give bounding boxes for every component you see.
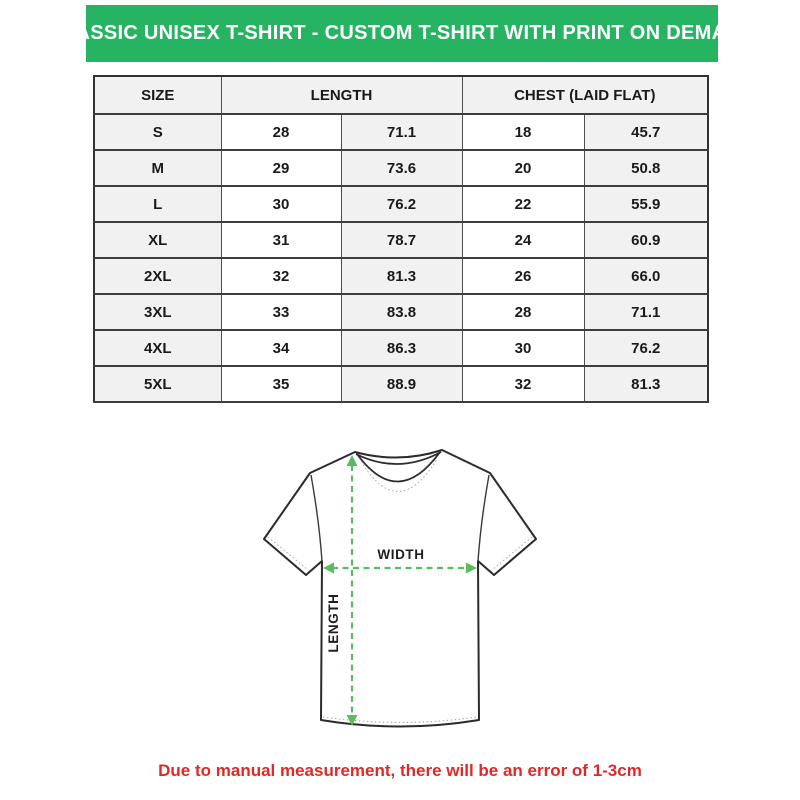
length-in-cell: 28: [221, 114, 341, 150]
table-row: [94, 294, 708, 330]
chest-cm-cell: 71.1: [584, 294, 708, 330]
length-cm-cell: 86.3: [341, 330, 462, 366]
length-in-cell: 32: [221, 258, 341, 294]
title-banner: [48, 5, 756, 62]
length-cm-cell: 71.1: [341, 114, 462, 150]
table-row: [94, 114, 708, 150]
length-in-cell: 35: [221, 366, 341, 402]
length-cm-cell: 81.3: [341, 258, 462, 294]
chest-in-cell: 20: [462, 150, 584, 186]
size-cell: 3XL: [94, 294, 221, 330]
chest-in-cell: 28: [462, 294, 584, 330]
length-in-cell: 33: [221, 294, 341, 330]
length-in-cell: 31: [221, 222, 341, 258]
length-label: LENGTH: [326, 593, 341, 653]
chest-in-cell: 22: [462, 186, 584, 222]
table-row: [94, 366, 708, 402]
length-in-cell: 30: [221, 186, 341, 222]
length-in-cell: 34: [221, 330, 341, 366]
size-cell: S: [94, 114, 221, 150]
length-cm-cell: 88.9: [341, 366, 462, 402]
size-cell: 5XL: [94, 366, 221, 402]
size-cell: 4XL: [94, 330, 221, 366]
table-row: [94, 186, 708, 222]
column-header-length: LENGTH: [221, 76, 462, 114]
chest-in-cell: 32: [462, 366, 584, 402]
table-row: [94, 330, 708, 366]
tshirt-measurement-diagram: [245, 428, 555, 748]
tshirt-outline: [264, 450, 536, 727]
chest-in-cell: 18: [462, 114, 584, 150]
length-cm-cell: 76.2: [341, 186, 462, 222]
chest-cm-cell: 66.0: [584, 258, 708, 294]
size-cell: XL: [94, 222, 221, 258]
width-label: WIDTH: [377, 547, 425, 562]
size-chart: [93, 75, 709, 403]
size-cell: M: [94, 150, 221, 186]
size-cell: L: [94, 186, 221, 222]
chest-in-cell: 30: [462, 330, 584, 366]
chest-cm-cell: 50.8: [584, 150, 708, 186]
chest-cm-cell: 60.9: [584, 222, 708, 258]
size-table: [93, 75, 709, 403]
column-header-chest: CHEST (LAID FLAT): [462, 76, 708, 114]
size-cell: 2XL: [94, 258, 221, 294]
chest-in-cell: 26: [462, 258, 584, 294]
column-header-size: SIZE: [94, 76, 221, 114]
table-row: [94, 222, 708, 258]
table-row: [94, 150, 708, 186]
page-title: CLASSIC UNISEX T-SHIRT - CUSTOM T-SHIRT WITH PRINT ON DEMAND: [48, 22, 756, 44]
length-in-cell: 29: [221, 150, 341, 186]
chest-cm-cell: 45.7: [584, 114, 708, 150]
chest-cm-cell: 76.2: [584, 330, 708, 366]
table-row: [94, 258, 708, 294]
length-cm-cell: 78.7: [341, 222, 462, 258]
table-header-row: [94, 76, 708, 114]
length-cm-cell: 83.8: [341, 294, 462, 330]
measurement-error-note: Due to manual measurement, there will be an error of 1-3cm: [158, 761, 642, 780]
length-cm-cell: 73.6: [341, 150, 462, 186]
chest-cm-cell: 81.3: [584, 366, 708, 402]
chest-cm-cell: 55.9: [584, 186, 708, 222]
chest-in-cell: 24: [462, 222, 584, 258]
